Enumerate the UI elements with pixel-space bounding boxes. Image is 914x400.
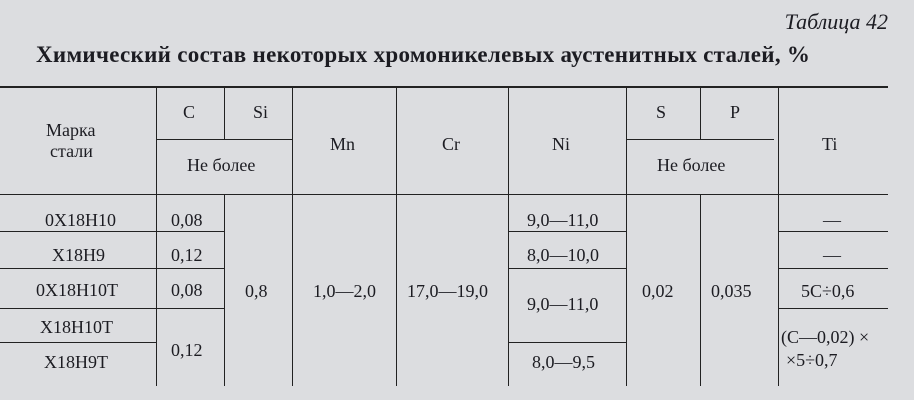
s-p-subheader-rule — [626, 139, 774, 140]
table-cell-cr: 17,0—19,0 — [407, 281, 488, 301]
table-cell-ti: 5C÷0,6 — [801, 281, 855, 301]
header-not-more: Не более — [187, 155, 256, 175]
table-cell-c: 0,08 — [171, 280, 203, 300]
table-cell-ti: — — [823, 245, 841, 265]
header-grade: стали — [50, 141, 93, 161]
table-caption: Таблица 42 — [784, 9, 888, 34]
c-si-subheader-rule — [156, 139, 292, 140]
ni-row-rule — [508, 268, 626, 269]
table-cell-grade: Х18Н9Т — [44, 352, 108, 372]
table-cell-grade: 0Х18Н10Т — [36, 280, 118, 300]
column-rule — [700, 194, 701, 386]
header-not-more: Не более — [657, 155, 726, 175]
c-row-rule — [156, 308, 224, 309]
table-cell-grade: 0Х18Н10 — [45, 210, 116, 230]
c-row-rule — [156, 231, 224, 232]
header-si: Si — [253, 102, 269, 122]
ti-row-rule — [778, 268, 888, 269]
column-rule — [778, 86, 779, 386]
table-cell-grade: Х18Н10Т — [40, 317, 113, 337]
table-cell-ti: (C—0,02) × — [781, 327, 870, 347]
table-title: Химический состав некоторых хромоникелевых аустенитных сталей, % — [36, 42, 811, 67]
ni-row-rule — [508, 342, 626, 343]
header-mn: Mn — [330, 134, 356, 154]
column-rule — [700, 86, 701, 139]
table-cell-ni: 9,0—11,0 — [527, 210, 599, 230]
grade-row-rule — [0, 268, 156, 269]
column-rule — [396, 86, 397, 386]
table-cell-ni: 8,0—10,0 — [527, 245, 599, 265]
header-s: S — [656, 102, 667, 122]
table-cell-ti: ×5÷0,7 — [786, 350, 838, 370]
column-rule — [292, 86, 293, 386]
table-cell-c: 0,12 — [171, 340, 203, 360]
table-cell-c: 0,12 — [171, 245, 203, 265]
ni-row-rule — [508, 231, 626, 232]
table-cell-ti: — — [823, 210, 841, 230]
column-rule — [224, 86, 225, 139]
ti-row-rule — [778, 231, 888, 232]
header-ni: Ni — [552, 134, 570, 154]
column-rule — [224, 194, 225, 386]
ti-row-rule — [778, 308, 888, 309]
header-bottom-rule — [0, 194, 888, 195]
table-cell-ni: 8,0—9,5 — [532, 352, 595, 372]
column-rule — [156, 86, 157, 386]
table-top-rule — [0, 86, 888, 88]
grade-row-rule — [0, 342, 156, 343]
column-rule — [626, 86, 627, 386]
header-p: P — [730, 102, 741, 122]
table-cell-s: 0,02 — [642, 281, 674, 301]
c-row-rule — [156, 268, 224, 269]
header-grade: Марка — [46, 120, 96, 140]
column-rule — [508, 86, 509, 386]
table-cell-p: 0,035 — [711, 281, 752, 301]
table-cell-ni: 9,0—11,0 — [527, 294, 599, 314]
header-c: C — [183, 102, 196, 122]
table-cell-si: 0,8 — [245, 281, 268, 301]
table-cell-c: 0,08 — [171, 210, 203, 230]
grade-row-rule — [0, 308, 156, 309]
table-cell-mn: 1,0—2,0 — [313, 281, 376, 301]
header-ti: Ti — [822, 134, 838, 154]
table-cell-grade: Х18Н9 — [52, 245, 105, 265]
grade-row-rule — [0, 231, 156, 232]
header-cr: Cr — [442, 134, 460, 154]
